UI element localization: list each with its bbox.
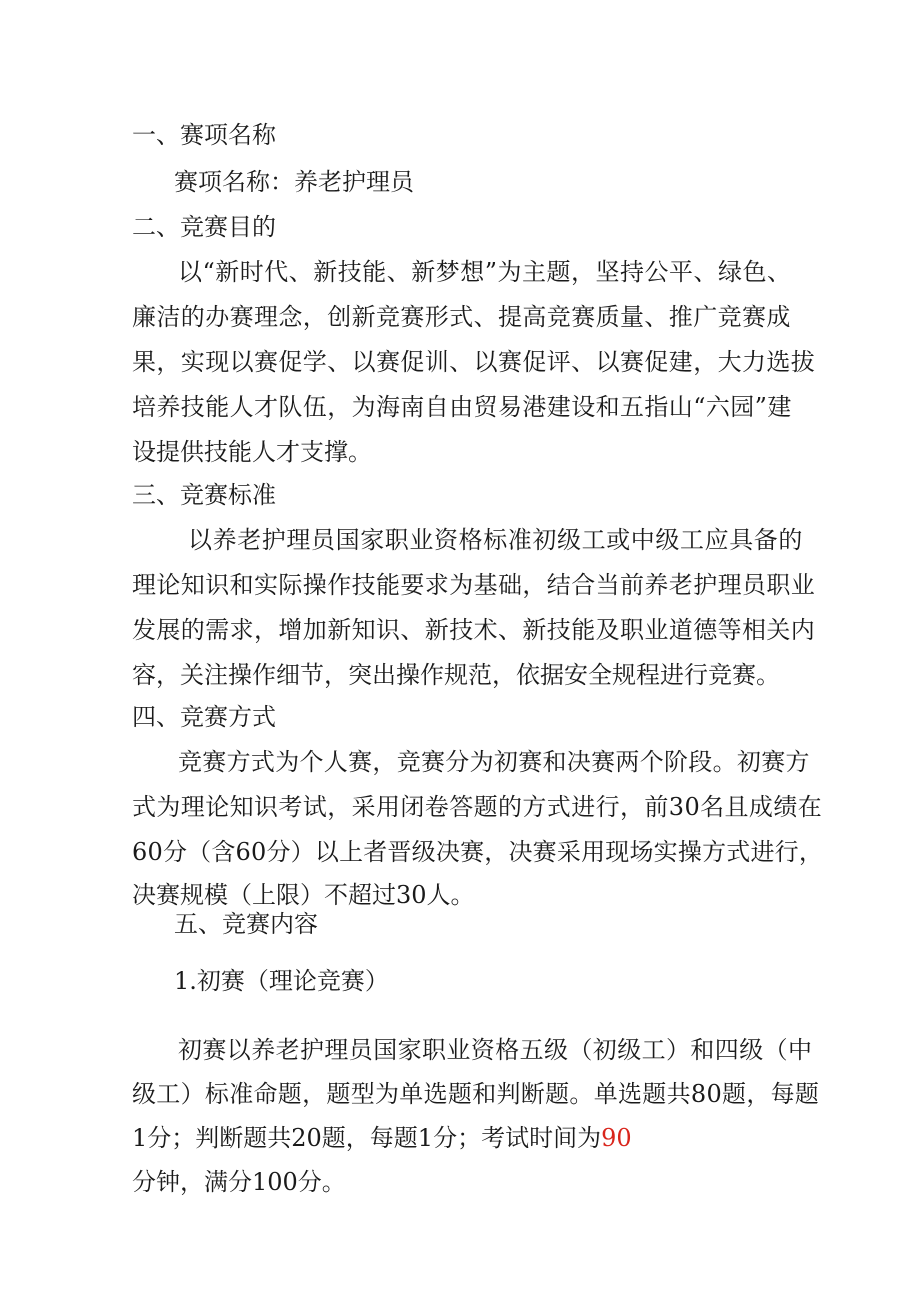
section-4-line: 式为理论知识考试，采用闭卷答题的方式进行，前30名且成绩在 <box>132 793 823 821</box>
section-1-body: 赛项名称：养老护理员 <box>174 168 414 196</box>
section-5-line: 初赛以养老护理员国家职业资格五级（初级工）和四级（中 <box>178 1036 813 1064</box>
section-2-line: 廉洁的办赛理念，创新竞赛形式、提高竞赛质量、推广竞赛成 <box>132 303 791 331</box>
section-4-line: 决赛规模（上限）不超过30人。 <box>132 881 475 909</box>
section-5-line <box>132 1121 632 1155</box>
section-4-heading: 四、竞赛方式 <box>132 703 276 731</box>
section-3-line: 理论知识和实际操作技能要求为基础，结合当前养老护理员职业 <box>132 571 816 599</box>
exam-duration-highlight: 90 <box>601 1124 632 1152</box>
section-4-line: 60分（含60分）以上者晋级决赛，决赛采用现场实操方式进行， <box>132 838 824 866</box>
section-2-heading: 二、竞赛目的 <box>132 213 276 241</box>
section-5-heading: 五、竞赛内容 <box>174 910 318 938</box>
section-5-line: 分钟，满分100分。 <box>132 1168 346 1196</box>
section-3-line: 容，关注操作细节，突出操作规范，依据安全规程进行竞赛。 <box>132 661 780 689</box>
section-3-heading: 三、竞赛标准 <box>132 481 276 509</box>
section-2-line: 培养技能人才队伍，为海南自由贸易港建设和五指山“六园”建 <box>132 393 792 421</box>
section-4-line: 竞赛方式为个人赛，竞赛分为初赛和决赛两个阶段。初赛方 <box>178 748 810 776</box>
section-1-heading: 一、赛项名称 <box>132 121 276 149</box>
section-5-subheading: 1.初赛（理论竞赛） <box>174 967 389 995</box>
section-2-line: 设提供技能人才支撑。 <box>132 438 372 466</box>
section-3-line: 发展的需求，增加新知识、新技术、新技能及职业道德等相关内 <box>132 616 816 644</box>
section-2-line: 以“新时代、新技能、新梦想”为主题，坚持公平、绿色、 <box>178 258 792 286</box>
section-2-line: 果，实现以赛促学、以赛促训、以赛促评、以赛促建，大力选拔 <box>132 348 816 376</box>
exam-info-text: 1分；判断题共20题，每题1分；考试时间为 <box>132 1124 602 1152</box>
section-5-line: 级工）标准命题，题型为单选题和判断题。单选题共80题，每题 <box>132 1080 820 1108</box>
section-3-line: 以养老护理员国家职业资格标准初级工或中级工应具备的 <box>188 526 803 554</box>
